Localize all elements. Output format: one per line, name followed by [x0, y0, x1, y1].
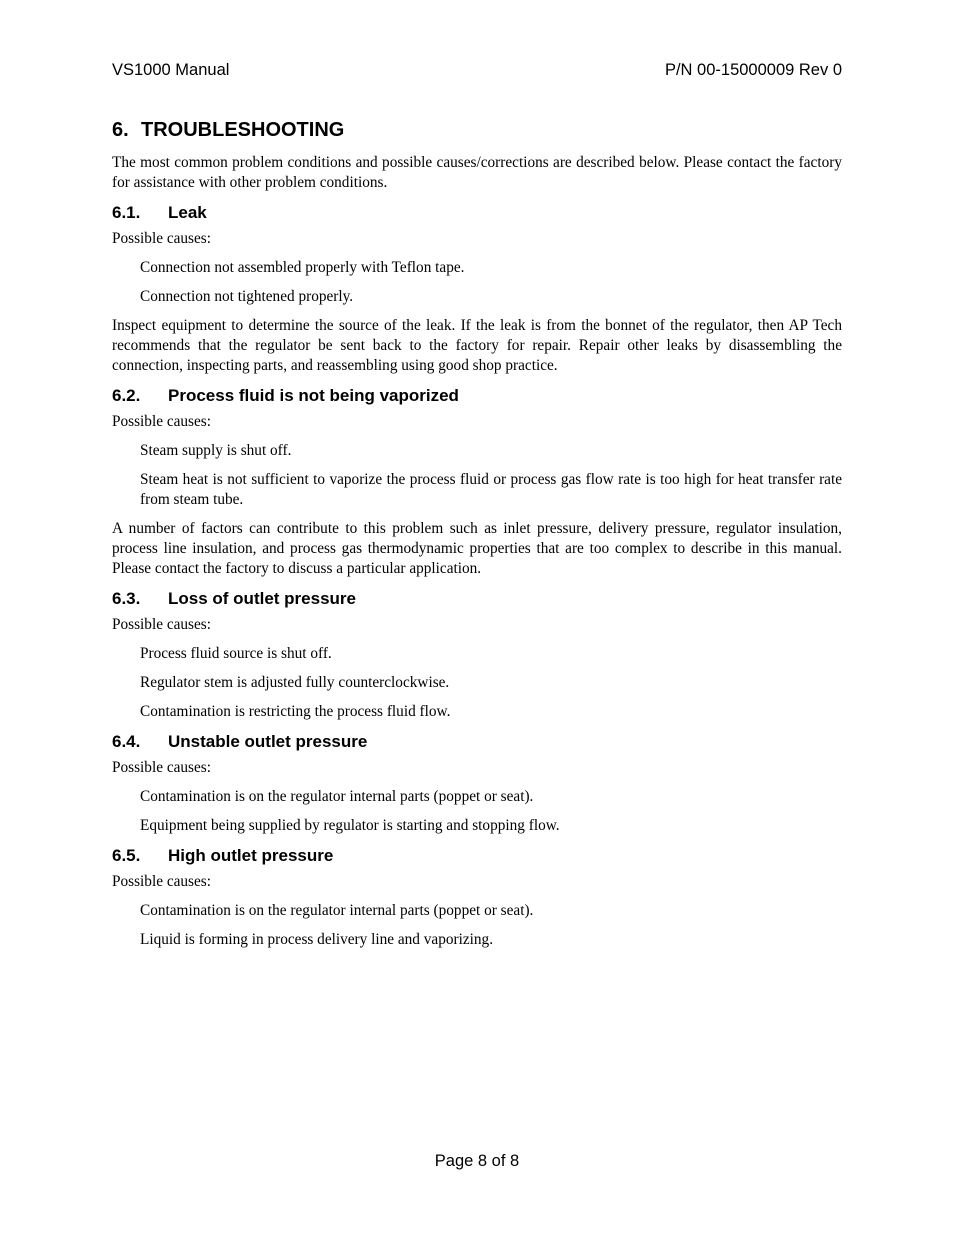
causes-lead: Possible causes:: [112, 873, 211, 890]
causes-lead: Possible causes:: [112, 230, 211, 247]
section-title: Loss of outlet pressure: [168, 589, 356, 608]
section-loss-outlet-pressure: [112, 588, 842, 722]
cause-item: Process fluid source is shut off.: [140, 645, 332, 662]
document-body: [112, 116, 842, 959]
section-high-outlet-pressure: [112, 845, 842, 950]
section-number: 6.5.: [112, 846, 141, 865]
cause-item: Contamination is on the regulator internal parts (poppet or seat).: [140, 902, 534, 919]
cause-item: Regulator stem is adjusted fully counterclockwise.: [140, 674, 450, 691]
page-header: [112, 61, 842, 80]
cause-item: Contamination is restricting the process fluid flow.: [140, 703, 451, 720]
cause-item: Steam supply is shut off.: [140, 442, 292, 459]
section-leak: [112, 202, 842, 376]
section-heading: [112, 202, 842, 224]
cause-item: Contamination is on the regulator internal parts (poppet or seat).: [140, 788, 534, 805]
section-number: 6.4.: [112, 732, 141, 751]
chapter-heading: [112, 116, 842, 144]
section-unstable-outlet-pressure: [112, 731, 842, 836]
causes-lead: Possible causes:: [112, 413, 211, 430]
page-footer: Page 8 of 8: [434, 1152, 520, 1170]
header-manual-title: VS1000 Manual: [112, 61, 230, 79]
header-part-number: P/N 00-15000009 Rev 0: [664, 61, 842, 79]
section-heading: [112, 588, 842, 610]
causes-lead: Possible causes:: [112, 759, 211, 776]
section-not-vaporized: [112, 385, 842, 579]
chapter-number: 6.: [112, 119, 129, 141]
section-heading: [112, 845, 842, 867]
section-note: Inspect equipment to determine the source of the leak. If the leak is from the bonnet of the regulator, then AP Tech recommends that the regulator be sent back to the factory for repair. Repair other leaks by disassembling the connection, inspecting parts, and reassembling using good shop practice.: [112, 317, 842, 374]
section-title: High outlet pressure: [168, 846, 334, 865]
causes-lead: Possible causes:: [112, 616, 211, 633]
cause-item: Liquid is forming in process delivery line and vaporizing.: [140, 931, 494, 948]
cause-item: Connection not tightened properly.: [140, 288, 354, 305]
section-title: Leak: [168, 203, 207, 222]
cause-item: Equipment being supplied by regulator is starting and stopping flow.: [140, 817, 560, 834]
chapter-intro: The most common problem conditions and possible causes/corrections are described below. Please contact the factory for assistance with other problem conditions.: [112, 154, 842, 191]
section-heading: [112, 731, 842, 753]
section-note: A number of factors can contribute to this problem such as inlet pressure, delivery pressure, regulator insulation, process line insulation, and process gas thermodynamic properties that are too complex to describe in this manual. Please contact the factory to discuss a particular application.: [112, 520, 842, 577]
section-heading: [112, 385, 842, 407]
section-number: 6.2.: [112, 386, 141, 405]
cause-item: Connection not assembled properly with Teflon tape.: [140, 259, 465, 276]
section-title: Unstable outlet pressure: [168, 732, 368, 751]
section-title: Process fluid is not being vaporized: [168, 386, 459, 405]
section-number: 6.3.: [112, 589, 141, 608]
chapter-title: TROUBLESHOOTING: [141, 119, 345, 141]
cause-item: Steam heat is not sufficient to vaporize the process fluid or process gas flow rate is too high for heat transfer rate from steam tube.: [140, 471, 842, 508]
section-number: 6.1.: [112, 203, 141, 222]
